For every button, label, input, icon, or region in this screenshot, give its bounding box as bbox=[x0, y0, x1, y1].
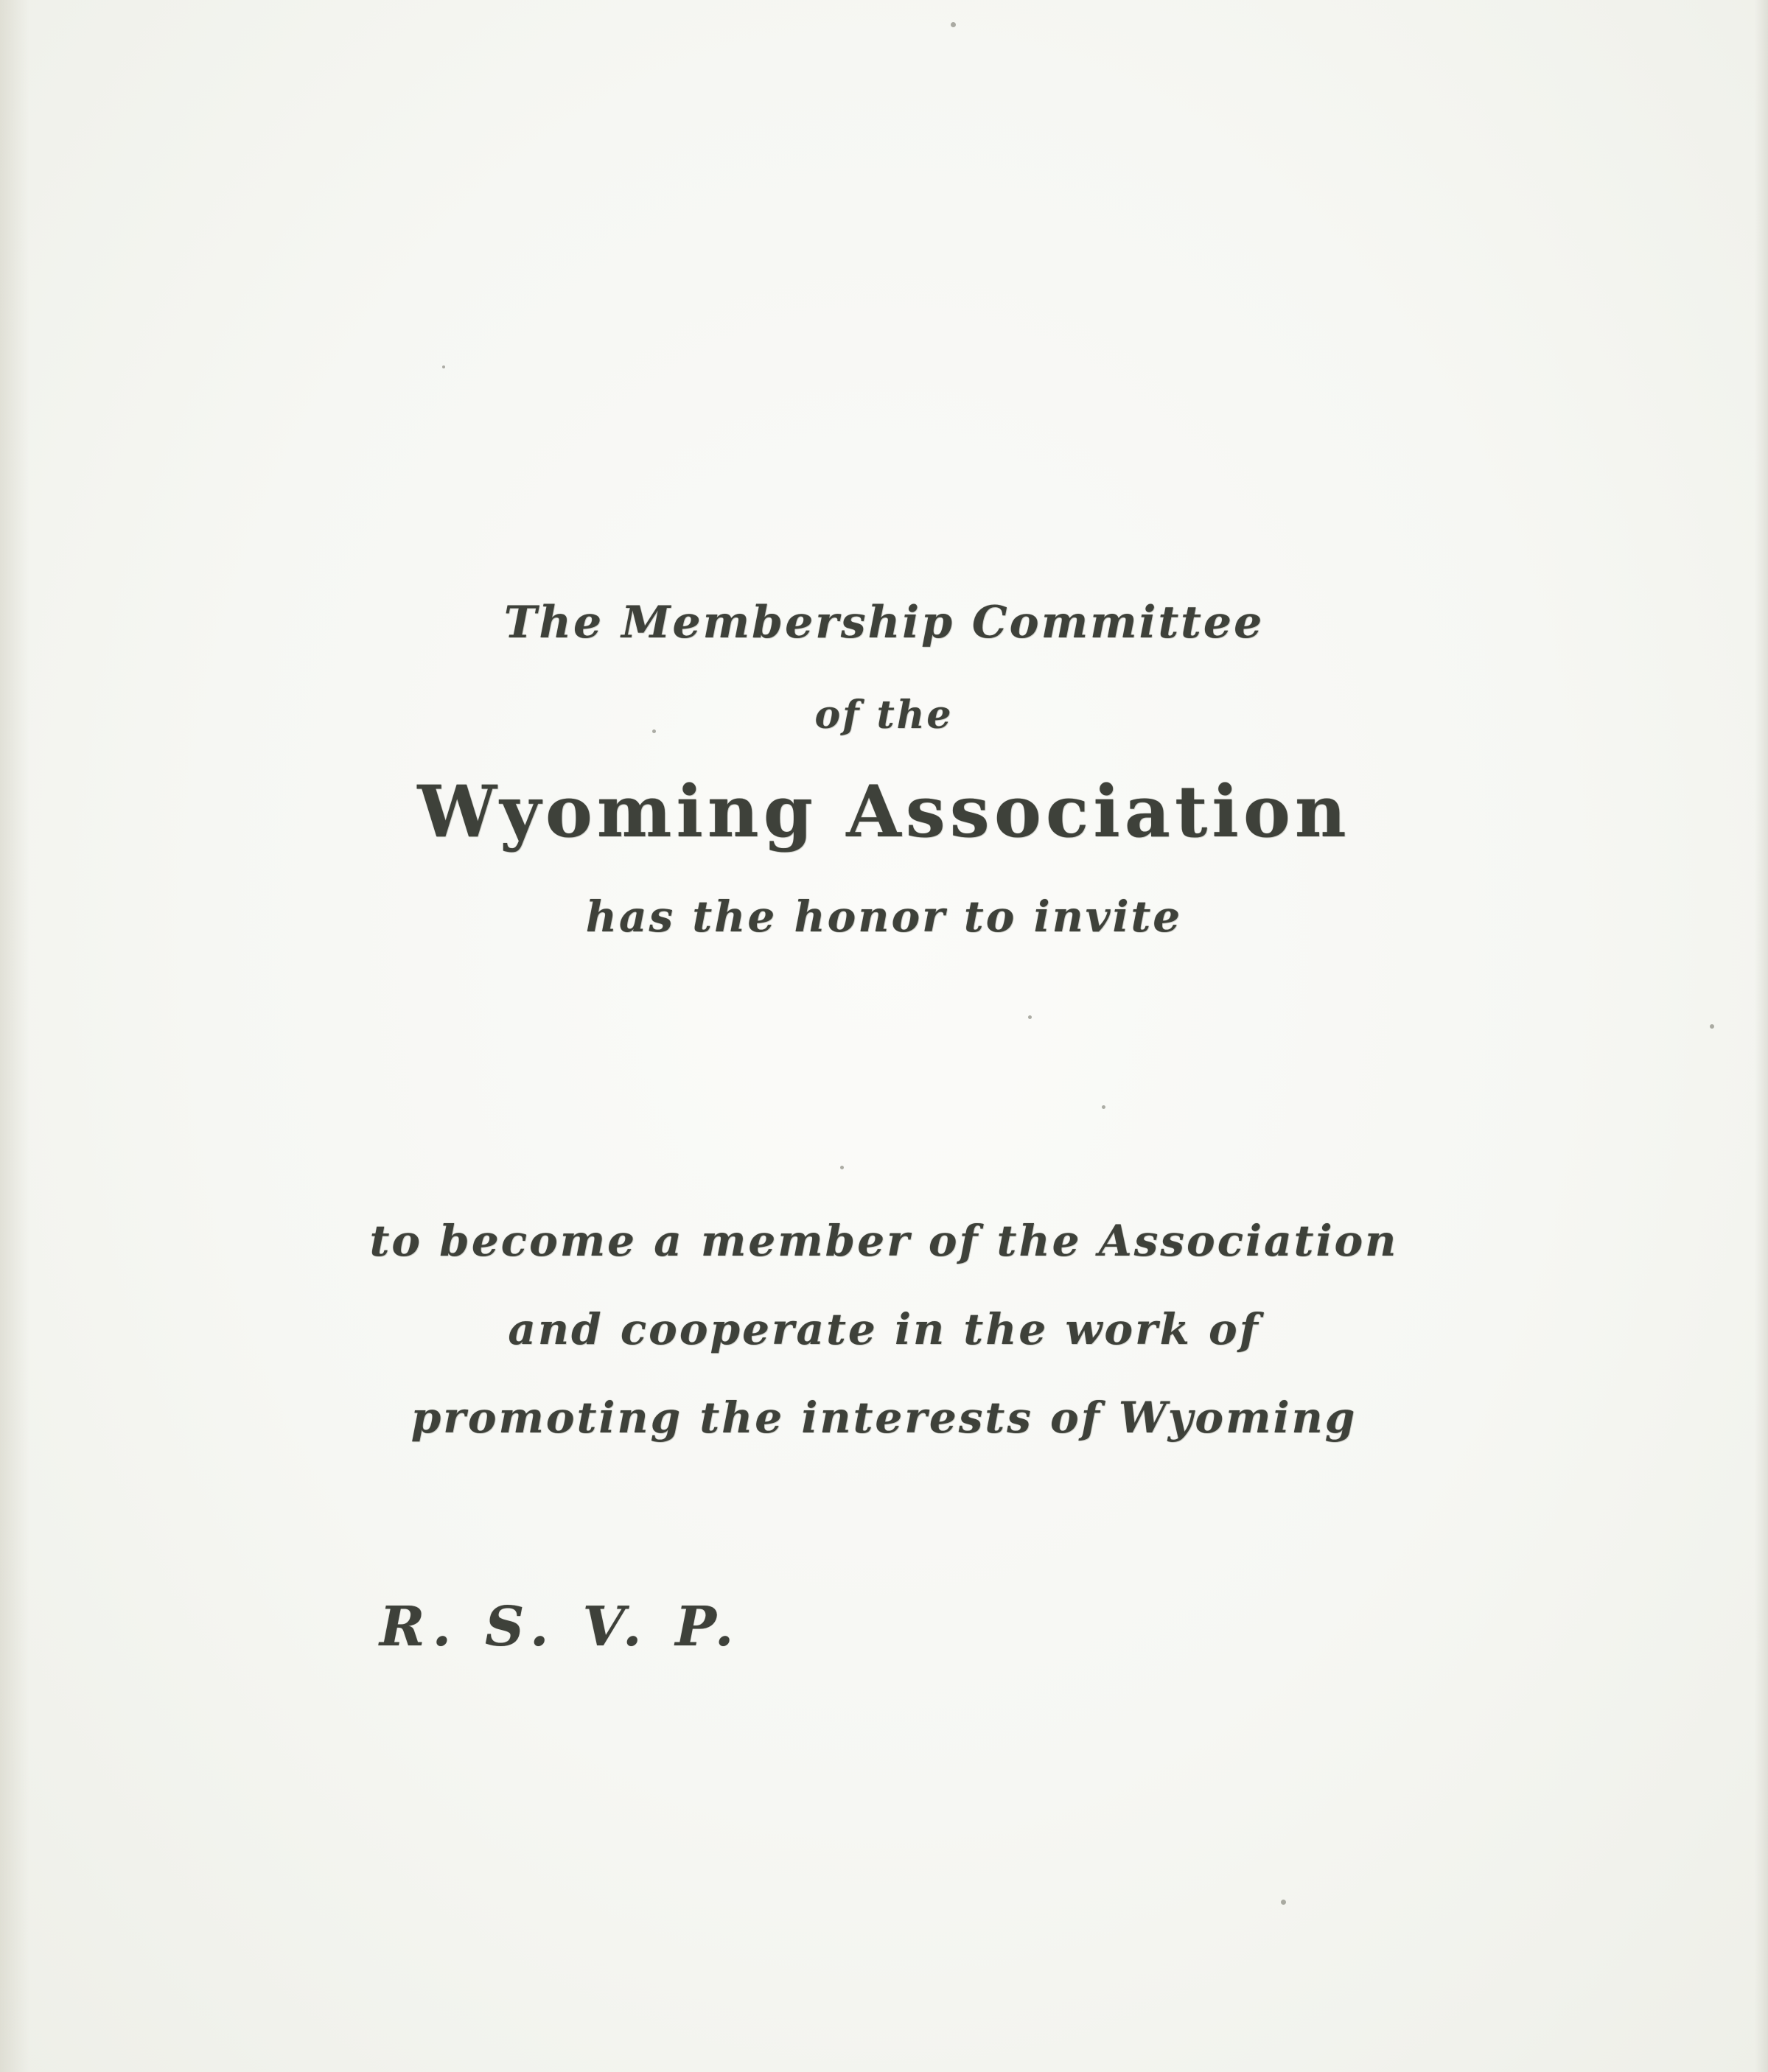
cooperate-line: and cooperate in the work of bbox=[508, 1304, 1260, 1354]
paper-speck bbox=[1710, 1024, 1714, 1029]
honor-line: has the honor to invite bbox=[585, 892, 1183, 942]
paper-edge-right bbox=[1755, 0, 1768, 2072]
paper-speck bbox=[1028, 1015, 1032, 1019]
organization-name: Wyoming Association bbox=[417, 770, 1351, 853]
paper-edge-left bbox=[0, 0, 29, 2072]
paper-speck bbox=[1102, 1105, 1105, 1109]
become-member-line: to become a member of the Association bbox=[369, 1216, 1399, 1266]
paper-speck bbox=[840, 1166, 844, 1169]
committee-line: The Membership Committee bbox=[503, 597, 1265, 648]
of-the-line: of the bbox=[814, 693, 954, 738]
paper-speck bbox=[1281, 1900, 1286, 1905]
paper-speck bbox=[951, 22, 956, 27]
rsvp-text: R. S. V. P. bbox=[380, 1595, 741, 1659]
paper-speck bbox=[442, 365, 445, 368]
promote-line: promoting the interests of Wyoming bbox=[410, 1393, 1358, 1443]
